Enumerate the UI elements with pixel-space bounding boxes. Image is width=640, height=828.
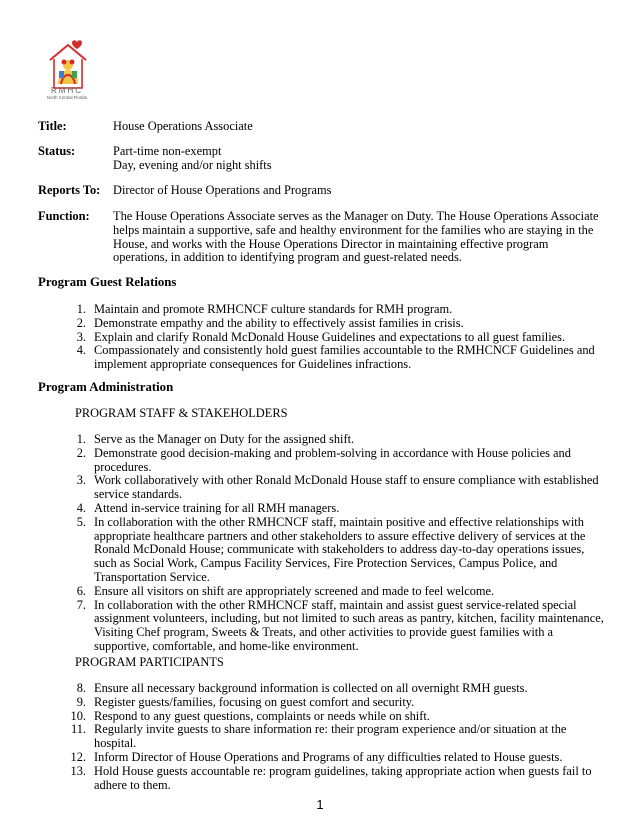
list-item-text: Serve as the Manager on Duty for the assigned shift. [94, 432, 355, 446]
list-item [38, 516, 608, 585]
list-item-text: Demonstrate empathy and the ability to effectively assist families in crisis. [94, 315, 464, 330]
list-item [38, 710, 608, 724]
title-label: Title: [38, 119, 67, 133]
list-item [38, 433, 608, 447]
reports-to-value: Director of House Operations and Programs [113, 183, 332, 197]
list-item-text: Attend in-service training for all RMH managers. [94, 500, 340, 515]
staff-stakeholders-list [38, 433, 608, 654]
list-item-text: Compassionately and consistently hold guest families accountable to the RMHCNCF Guidelines and implement appropriate consequences for Guidelines infractions. [94, 343, 595, 372]
list-item [38, 474, 608, 502]
list-item [38, 331, 608, 345]
list-item-number: 12. [70, 749, 86, 764]
house-heart-logo-icon [44, 38, 92, 90]
list-item-number: 1. [76, 302, 86, 316]
logo-text [38, 86, 96, 101]
status-label: Status: [38, 144, 76, 158]
list-item [38, 765, 608, 793]
list-item [38, 303, 608, 317]
list-item [38, 502, 608, 516]
list-item [38, 723, 608, 751]
title-value: House Operations Associate [113, 119, 253, 133]
program-participants-heading: PROGRAM PARTICIPANTS [75, 655, 224, 669]
list-item-number: 3. [76, 329, 86, 344]
list-item [38, 751, 608, 765]
function-value: The House Operations Associate serves as the Manager on Duty. The House Operations Associate helps maintain a supportive, safe and healthy environment for the families who are staying in the House, and works with the House Operations Director in maintaining effective program operations, in addition to identifying program and guest-related needs. [113, 209, 599, 265]
list-item-text: Maintain and promote RMHCNCF culture standards for RMH program. [94, 302, 453, 316]
function-label: Function: [38, 209, 90, 223]
list-item-number: 7. [76, 597, 86, 612]
staff-stakeholders-heading: PROGRAM STAFF & STAKEHOLDERS [75, 406, 288, 420]
reports-to-label: Reports To: [38, 183, 101, 197]
list-item-number: 2. [76, 315, 86, 330]
page-number: 1 [316, 797, 324, 812]
list-item-text: Explain and clarify Ronald McDonald House Guidelines and expectations to all guest families. [94, 329, 566, 344]
list-item-number: 4. [76, 500, 86, 515]
list-item-number: 11. [70, 722, 86, 737]
list-item [38, 317, 608, 331]
list-item-text: Register guests/families, focusing on guest comfort and security. [94, 694, 415, 709]
list-item-text: Demonstrate good decision-making and problem-solving in accordance with House policies and procedures. [94, 445, 571, 474]
logo-name: RMHC [51, 86, 83, 95]
list-item-number: 9. [76, 694, 86, 709]
list-item [38, 599, 608, 654]
administration-heading: Program Administration [38, 380, 174, 394]
list-item-number: 8. [76, 681, 86, 695]
guest-relations-heading: Program Guest Relations [38, 275, 177, 289]
status-value [113, 145, 605, 173]
list-item [38, 682, 608, 696]
list-item-number: 2. [76, 445, 86, 460]
list-item-number: 1. [76, 432, 86, 446]
list-item [38, 447, 608, 475]
list-item-text: Ensure all visitors on shift are appropriately screened and made to feel welcome. [94, 583, 495, 598]
list-item-text: Respond to any guest questions, complaints or needs while on shift. [94, 708, 430, 723]
list-item-text: Hold House guests accountable re: program guidelines, taking appropriate action when guests fail to adhere to them. [94, 763, 592, 792]
list-item [38, 344, 608, 372]
list-item-text: In collaboration with the other RMHCNCF staff, maintain and assist guest service-related special assignment volunteers, including, but not limited to such areas as pantry, kitchen, facility maintenance, Visiting Chef program, Sweets & Treats, and other activities to provide guest families with a supportive, comfortable, and home-like environment. [94, 597, 604, 653]
list-item-number: 6. [76, 583, 86, 598]
guest-relations-list [38, 303, 608, 372]
list-item-number: 13. [70, 763, 86, 778]
program-participants-list [38, 682, 608, 792]
status-line-1: Part-time non-exempt [113, 144, 222, 158]
list-item [38, 696, 608, 710]
logo-subtitle: North Central Florida [47, 95, 87, 100]
list-item-text: Regularly invite guests to share information re: their program experience and/or situation at the hospital. [94, 722, 567, 751]
list-item-text: Ensure all necessary background information is collected on all overnight RMH guests. [94, 681, 528, 695]
list-item-number: 10. [70, 708, 86, 723]
list-item-number: 4. [76, 343, 86, 358]
status-line-2: Day, evening and/or night shifts [113, 157, 272, 172]
list-item-text: Work collaboratively with other Ronald McDonald House staff to ensure compliance with established service standards. [94, 473, 599, 502]
list-item-number: 5. [76, 514, 86, 529]
list-item-text: In collaboration with the other RMHCNCF staff, maintain positive and effective relationships with appropriate healthcare partners and other stakeholders to assure effective delivery of services at the Ronald McDonald House; communicate with stakeholders to address day-to-day operations issues, such as Social Work, Campus Facility Services, Fire Protection Services, Campus Police, and Transportation Service. [94, 514, 586, 584]
list-item [38, 585, 608, 599]
list-item-number: 3. [76, 473, 86, 488]
list-item-text: Inform Director of House Operations and Programs of any difficulties related to House guests. [94, 749, 563, 764]
